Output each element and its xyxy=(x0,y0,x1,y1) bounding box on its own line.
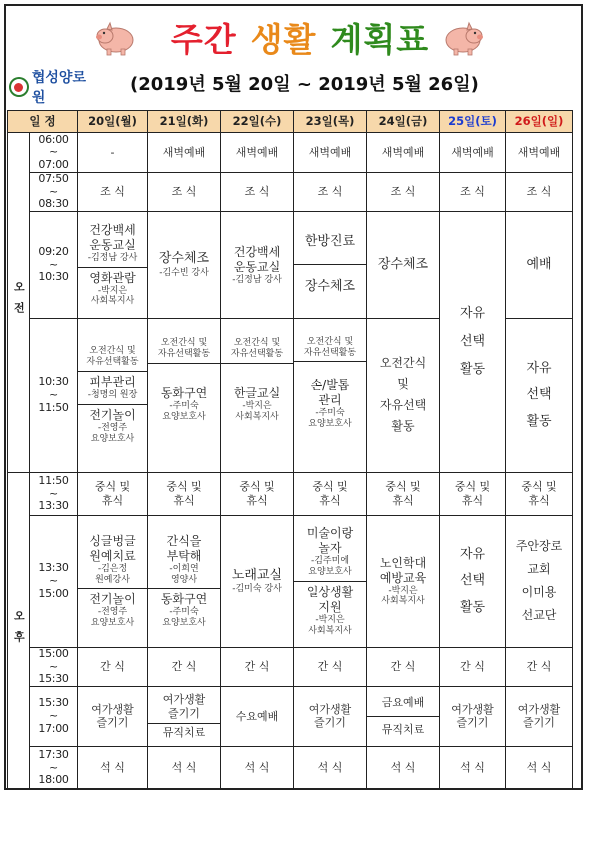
schedule-cell: 싱글벙글 원예치료 -김은정 원예강사 전기놀이 -전영주 요양보호사 xyxy=(78,515,148,647)
schedule-cell: 조 식 xyxy=(221,173,294,212)
schedule-cell: 주안장로 교회 이미용 선교단 xyxy=(506,515,573,647)
schedule-cell: 중식 및 휴식 xyxy=(148,472,221,515)
schedule-cell: 석 식 xyxy=(367,746,440,789)
title-word: 계획표 xyxy=(330,20,430,59)
day-header: 22일(수) xyxy=(221,111,294,133)
day-header: 20일(월) xyxy=(78,111,148,133)
time-slot: 15:00 ~ 15:30 xyxy=(30,647,78,686)
schedule-cell: - xyxy=(78,133,148,173)
period-am: 오전 xyxy=(8,133,30,473)
org-logo xyxy=(9,70,99,106)
schedule-cell: 금요예배 뮤직치료 xyxy=(367,686,440,746)
schedule-cell: 여가생활 즐기기 뮤직치료 xyxy=(148,686,221,746)
org-name: 협성양로원 xyxy=(31,70,86,106)
schedule-cell: 석 식 xyxy=(221,746,294,789)
table-row xyxy=(8,647,573,686)
schedule-cell: 조 식 xyxy=(294,173,367,212)
schedule-cell: 조 식 xyxy=(78,173,148,212)
schedule-cell: 새벽예배 xyxy=(294,133,367,173)
schedule-cell: 자유 선택 활동 xyxy=(440,515,506,647)
schedule-cell: 수요예배 xyxy=(221,686,294,746)
schedule-cell: 간 식 xyxy=(294,647,367,686)
schedule-cell: 새벽예배 xyxy=(440,133,506,173)
table-row xyxy=(8,472,573,515)
schedule-cell: 새벽예배 xyxy=(221,133,294,173)
logo-icon xyxy=(9,77,29,97)
table-row xyxy=(8,211,573,318)
schedule-cell: 미술이랑 놀자 -김주미에 요양보호사 일상생활 지원 -박지은 사회복지사 xyxy=(294,515,367,647)
schedule-cell: 석 식 xyxy=(440,746,506,789)
day-header: 21일(화) xyxy=(148,111,221,133)
schedule-cell: 새벽예배 xyxy=(367,133,440,173)
schedule-cell: 노인학대 예방교육 -박지은 사회복지사 xyxy=(367,515,440,647)
time-slot: 09:20 ~ 10:30 xyxy=(30,211,78,318)
schedule-cell: 새벽예배 xyxy=(506,133,573,173)
schedule-cell: 여가생활 즐기기 xyxy=(294,686,367,746)
schedule-cell: 조 식 xyxy=(440,173,506,212)
schedule-cell: 조 식 xyxy=(367,173,440,212)
time-slot: 06:00 ~ 07:00 xyxy=(30,133,78,173)
schedule-cell: 건강백세 운동교실 -김정남 강사 영화관람 -박지은 사회복지사 xyxy=(78,211,148,318)
schedule-cell: 간 식 xyxy=(506,647,573,686)
time-slot: 11:50 ~ 13:30 xyxy=(30,472,78,515)
schedule-cell: 간 식 xyxy=(78,647,148,686)
day-header-sat: 25일(토) xyxy=(440,111,506,133)
schedule-cell: 장수체조 xyxy=(367,211,440,318)
schedule-cell: 간식을 부탁해 -이희연 영양사 동화구연 -주미숙 요양보호사 xyxy=(148,515,221,647)
time-slot: 13:30 ~ 15:00 xyxy=(30,515,78,647)
schedule-label: 일 정 xyxy=(8,111,78,133)
schedule-cell: 오전간식 및 자유선택활동 손/발톱 관리 -주미숙 요양보호사 xyxy=(294,318,367,472)
schedule-cell: 중식 및 휴식 xyxy=(221,472,294,515)
schedule-cell: 장수체조 -김수빈 강사 xyxy=(148,211,221,318)
day-header: 23일(목) xyxy=(294,111,367,133)
table-row xyxy=(8,746,573,789)
schedule-cell: 조 식 xyxy=(148,173,221,212)
schedule-cell: 간 식 xyxy=(440,647,506,686)
schedule-cell: 새벽예배 xyxy=(148,133,221,173)
schedule-cell: 간 식 xyxy=(148,647,221,686)
title-word: 주간 xyxy=(170,20,237,59)
schedule-cell: 한방진료 장수체조 xyxy=(294,211,367,318)
schedule-cell: 예배 xyxy=(506,211,573,318)
table-row xyxy=(8,133,573,173)
schedule-cell: 중식 및 휴식 xyxy=(506,472,573,515)
schedule-cell: 간 식 xyxy=(221,647,294,686)
table-row xyxy=(8,686,573,746)
schedule-cell: 여가생활 즐기기 xyxy=(440,686,506,746)
day-header: 24일(금) xyxy=(367,111,440,133)
schedule-cell: 자유 선택 활동 xyxy=(440,211,506,472)
schedule-cell: 중식 및 휴식 xyxy=(294,472,367,515)
schedule-cell: 중식 및 휴식 xyxy=(367,472,440,515)
schedule-cell: 석 식 xyxy=(78,746,148,789)
schedule-cell: 석 식 xyxy=(294,746,367,789)
time-slot: 10:30 ~ 11:50 xyxy=(30,318,78,472)
schedule-cell: 오전간식 및 자유선택 활동 xyxy=(367,318,440,472)
time-slot: 07:50 ~ 08:30 xyxy=(30,173,78,212)
schedule-cell: 오전간식 및 자유선택활동 동화구연 -주미숙 요양보호사 xyxy=(148,318,221,472)
table-row xyxy=(8,173,573,212)
schedule-cell: 오전간식 및 자유선택활동 한글교실 -박지은 사회복지사 xyxy=(221,318,294,472)
schedule-cell: 중식 및 휴식 xyxy=(78,472,148,515)
schedule-cell: 자유 선택 활동 xyxy=(506,318,573,472)
schedule-cell: 석 식 xyxy=(148,746,221,789)
day-header-sun: 26일(일) xyxy=(506,111,573,133)
schedule-cell: 조 식 xyxy=(506,173,573,212)
schedule-cell: 노래교실 -김미숙 강사 xyxy=(221,515,294,647)
page-title xyxy=(0,14,600,64)
title-word: 생활 xyxy=(250,20,317,59)
time-slot: 15:30 ~ 17:00 xyxy=(30,686,78,746)
period-pm: 오후 xyxy=(8,472,30,789)
schedule-table xyxy=(7,110,573,790)
date-range: (2019년 5월 20일 ~ 2019년 5월 26일) xyxy=(130,74,479,95)
schedule-cell: 여가생활 즐기기 xyxy=(506,686,573,746)
schedule-cell: 간 식 xyxy=(367,647,440,686)
schedule-cell: 오전간식 및 자유선택활동 피부관리 -청명의 원장 전기놀이 -전영주 요양보호사 xyxy=(78,318,148,472)
time-slot: 17:30 ~ 18:00 xyxy=(30,746,78,789)
schedule-cell: 중식 및 휴식 xyxy=(440,472,506,515)
table-row xyxy=(8,515,573,647)
header-row xyxy=(8,111,573,133)
schedule-cell: 석 식 xyxy=(506,746,573,789)
schedule-cell: 여가생활 즐기기 xyxy=(78,686,148,746)
schedule-cell: 건강백세 운동교실 -김정남 강사 xyxy=(221,211,294,318)
